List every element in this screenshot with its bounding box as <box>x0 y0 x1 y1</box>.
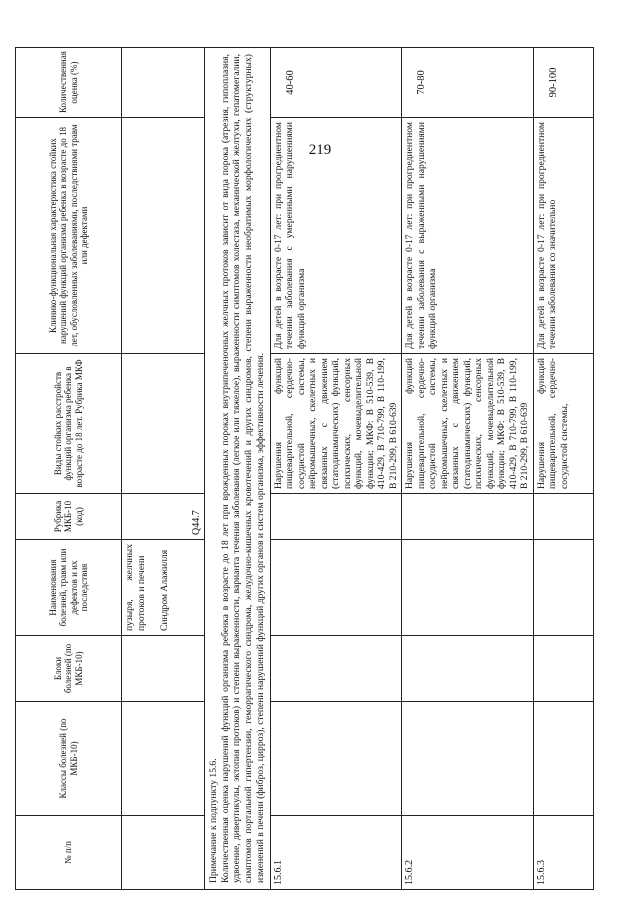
header-num: № п/п <box>16 816 122 890</box>
functions-cell: Нарушения функций пищеварительной, сердечно-сосудистой системы, нейромышечных, скелетных и связанных с движением (статодинамических) функций, психических, сенсорных функций, мочевыделительной функции; МКФ: В 510-539, В 410-429, В 710-799, В 110-199, В 210-299, В 610-639 <box>270 354 402 494</box>
empty-cell <box>270 494 402 540</box>
empty-cell <box>122 702 205 816</box>
header-score: Количественная оценка (%) <box>16 48 122 118</box>
header-characteristics: Клинико-функциональная характеристика стойких нарушений функций организма ребенка в возрасте до 18 лет, обусловленных заболеваниями, последствиями травм или дефектами <box>16 118 122 354</box>
table-row <box>402 48 534 890</box>
score-cell: 90-100 <box>533 48 593 118</box>
empty-cell <box>402 494 534 540</box>
characteristic-cell: Для детей в возрасте 0-17 лет: при прогредиентном течении заболевания со значительно <box>533 118 593 354</box>
empty-cell <box>533 702 593 816</box>
empty-cell <box>402 702 534 816</box>
header-types: Виды стойких расстройств функций организма ребенка в возрасте до 18 лет. Рубрика МКФ <box>16 354 122 494</box>
empty-cell <box>270 636 402 702</box>
empty-cell <box>533 540 593 636</box>
page-number: 219 <box>308 142 332 158</box>
functions-cell: Нарушения функций пищеварительной, сердечно-сосудистой системы, нейромышечных, скелетных и связанных с движением (статодинамических) функций, психических, сенсорных функций, мочевыделительной функции; МКФ: В 510-539, В 410-429, В 710-799, В 110-199, В 210-299, В 610-639 <box>402 354 534 494</box>
characteristic-cell: Для детей в возрасте 0-17 лет: при прогредиентном течении заболевания с умеренными нарушениями функций организма <box>270 118 402 354</box>
characteristic-cell: Для детей в возрасте 0-17 лет: при прогредиентном течении заболевания с выраженными нарушениями функций организма <box>402 118 534 354</box>
empty-cell <box>122 118 205 354</box>
empty-cell <box>122 48 205 118</box>
rotated-page <box>15 48 615 890</box>
score-cell: 40-60 <box>270 48 402 118</box>
disease-cell <box>122 540 205 636</box>
disease-row <box>122 48 205 890</box>
header-rubric: Рубрика МКБ-10 (код) <box>16 494 122 540</box>
empty-cell <box>402 540 534 636</box>
empty-cell <box>122 636 205 702</box>
header-blocks: Блоки болезней (по МКБ-10) <box>16 636 122 702</box>
note-text: Количественная оценка нарушений функций организма ребенка в возрасте до 18 лет при врожденных пороках внутрипеченочных желчных протоков зависит от вида порока (атрезия, гипоплазия, удвоение, дивертикулы, эктопия протоков) и степени выраженности, варианта течения заболевания (легкое или тяжелое), выраженности симптомов холестаза, механической желтухи, гепатомегалии, симптомов портальной гипертензии, геморрагического синдрома, желудочно-кишечных кровотечений и других синдромов, степени выраженности необратимых морфологических (структурных) изменений в печени (фиброз, цирроз), степени нарушений функций других органов и систем организма, эффективности лечения. <box>219 54 266 883</box>
disease-continuation: пузыря, желчных протоков и печени <box>124 544 147 631</box>
note-cell <box>205 48 271 890</box>
header-classes: Классы болезней (по МКБ-10) <box>16 702 122 816</box>
empty-cell <box>122 816 205 890</box>
empty-cell <box>270 702 402 816</box>
empty-cell <box>402 636 534 702</box>
rubric-code: Q44.7 <box>122 494 205 540</box>
empty-cell <box>533 494 593 540</box>
functions-cell: Нарушения функций пищеварительной, сердечно-сосудистой системы, <box>533 354 593 494</box>
empty-cell <box>122 354 205 494</box>
syndrome-name: Синдром Алажилля <box>159 549 170 631</box>
row-number: 15.6.2 <box>402 816 534 890</box>
note-title: Примечание к подпункту 15.6. <box>208 758 219 883</box>
table-row <box>533 48 593 890</box>
disability-table <box>15 47 594 890</box>
table-row <box>270 48 402 890</box>
row-number: 15.6.3 <box>533 816 593 890</box>
note-row <box>205 48 271 890</box>
row-number: 15.6.1 <box>270 816 402 890</box>
empty-cell <box>270 540 402 636</box>
table-header <box>16 48 122 890</box>
header-diseases: Наименования болезней, травм или дефектов и их последствия <box>16 540 122 636</box>
empty-cell <box>533 636 593 702</box>
score-cell: 70-80 <box>402 48 534 118</box>
